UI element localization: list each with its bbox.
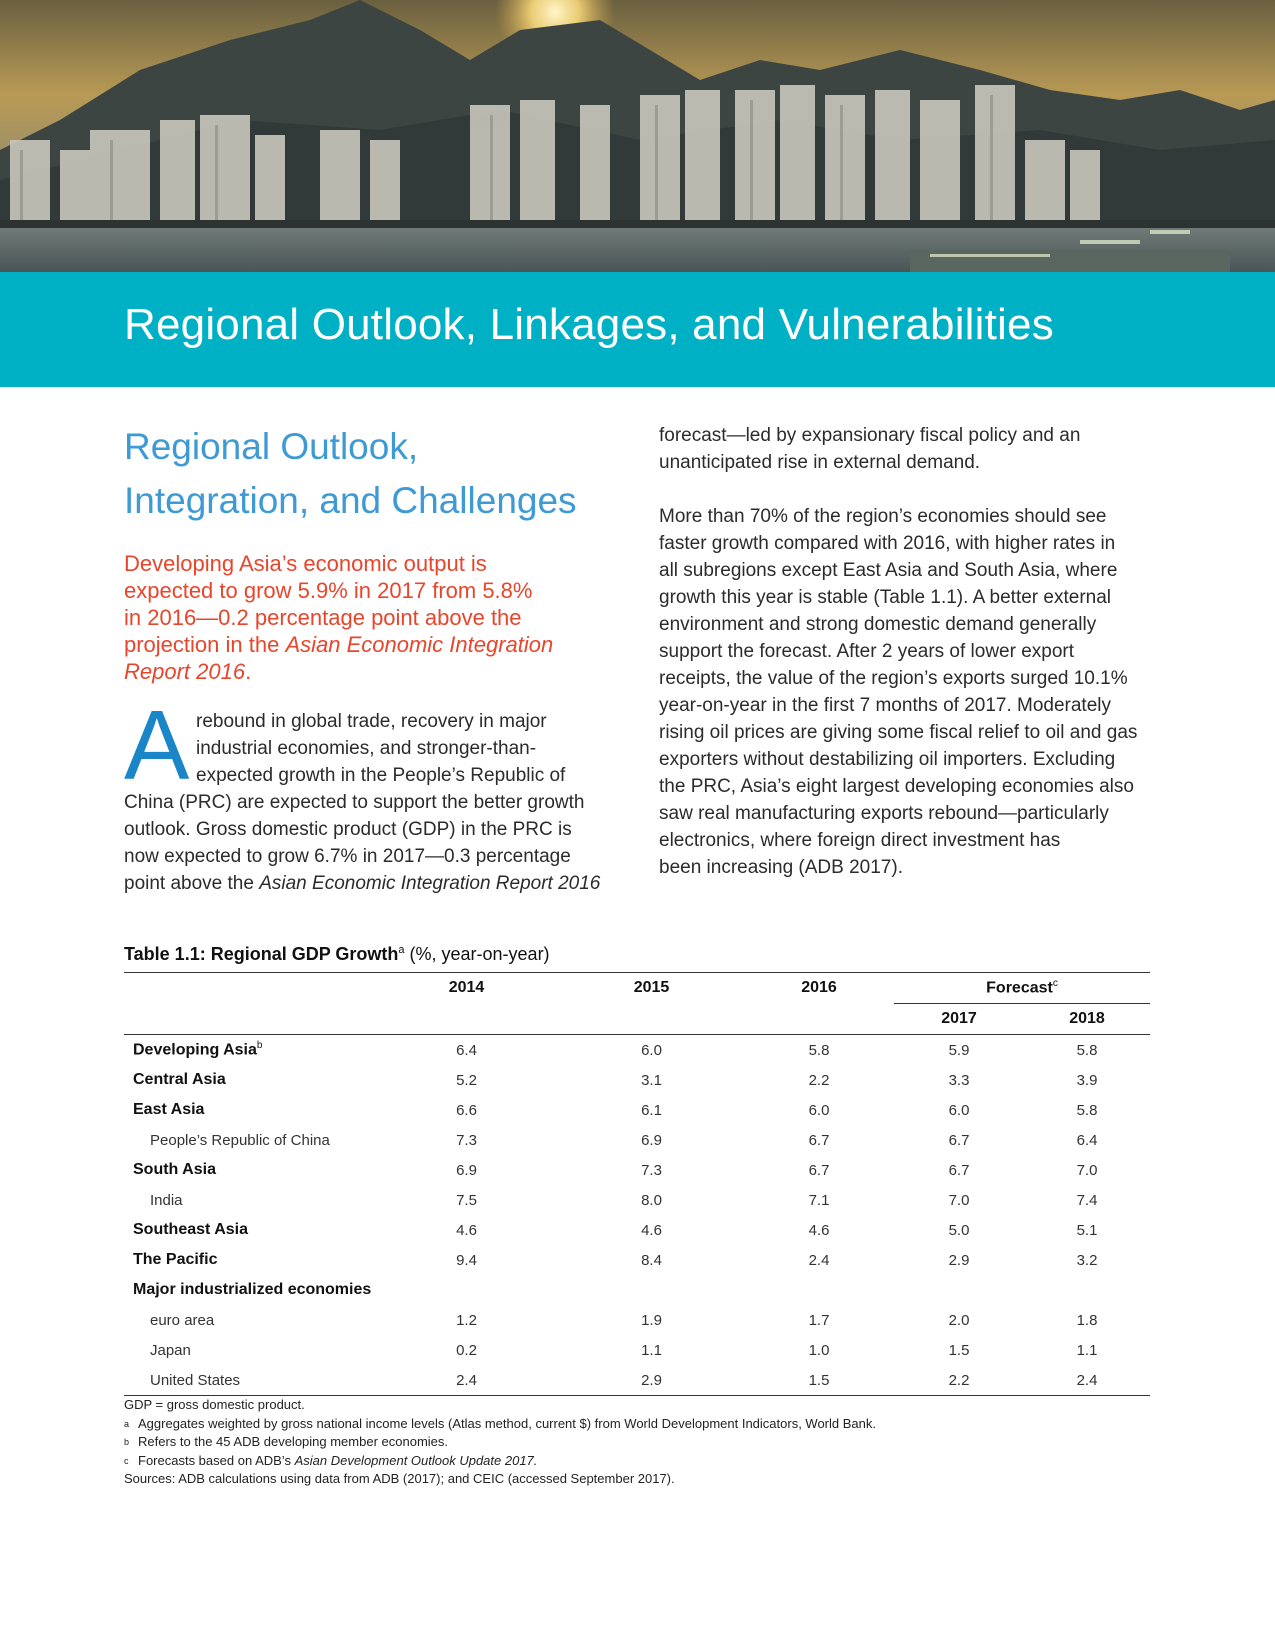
cell-2015: 8.0 xyxy=(641,1191,662,1209)
title-banner xyxy=(0,272,1275,387)
body-line: unanticipated rise in external demand. xyxy=(659,452,981,473)
table-row xyxy=(124,1215,1150,1245)
row-label: India xyxy=(150,1191,183,1209)
column-header-2018: 2018 xyxy=(1024,1004,1150,1035)
body-line: rebound in global trade, recovery in major xyxy=(196,711,547,732)
table-title: Table 1.1: Regional GDP Growth xyxy=(124,944,399,964)
footnote-marker: a xyxy=(398,944,405,956)
cell-2016: 6.7 xyxy=(808,1161,830,1179)
column-header-forecast xyxy=(894,973,1150,1004)
cell-2015: 6.0 xyxy=(641,1041,662,1059)
footnote-marker: b xyxy=(256,1040,263,1052)
cell-2017: 1.5 xyxy=(948,1341,970,1359)
row-label: Major industrialized economies xyxy=(133,1281,372,1298)
row-label-text: Developing Asia xyxy=(133,1041,257,1059)
cell-2018: 3.2 xyxy=(1076,1251,1098,1269)
footnote-marker: b xyxy=(124,1437,130,1447)
row-label: Southeast Asia xyxy=(133,1221,248,1238)
cell-2018: 1.1 xyxy=(1076,1341,1098,1359)
body-line: forecast—led by expansionary fiscal policy and an xyxy=(659,425,1081,446)
cell-2014 xyxy=(374,1275,559,1305)
cell-2017: 2.0 xyxy=(948,1311,970,1329)
cell-2015: 8.4 xyxy=(641,1251,662,1269)
body-text: point above the xyxy=(124,873,260,894)
body-line: industrial economies, and stronger-than- xyxy=(196,738,537,759)
lead-text: . xyxy=(245,659,252,684)
body-line: all subregions except East Asia and South Asia, where xyxy=(659,560,1118,581)
cell-2016: 5.8 xyxy=(808,1041,830,1059)
row-label: People’s Republic of China xyxy=(150,1131,330,1149)
lead-paragraph xyxy=(124,550,604,685)
column-header-blank xyxy=(559,1004,744,1035)
row-label: Japan xyxy=(150,1341,191,1359)
cell-2018: 5.1 xyxy=(1076,1221,1098,1239)
table-row xyxy=(124,1095,1150,1125)
table-row xyxy=(124,1305,1150,1335)
cell-2018: 7.0 xyxy=(1076,1161,1098,1179)
lead-line xyxy=(124,631,604,658)
table-notes xyxy=(124,1396,1154,1489)
table-row xyxy=(124,1035,1150,1066)
table-row xyxy=(124,1245,1150,1275)
cell-2018: 5.8 xyxy=(1076,1101,1098,1119)
column-header-2014: 2014 xyxy=(374,973,559,1004)
cell-2017: 6.7 xyxy=(948,1131,970,1149)
column-header-2016: 2016 xyxy=(744,973,894,1004)
cell-2015: 7.3 xyxy=(641,1161,662,1179)
cell-2015: 1.1 xyxy=(641,1341,662,1359)
cell-2018: 3.9 xyxy=(1076,1071,1098,1089)
body-line: expected growth in the People’s Republic of xyxy=(196,765,566,786)
row-label: South Asia xyxy=(133,1161,216,1178)
body-line: outlook. Gross domestic product (GDP) in the PRC is xyxy=(124,819,572,840)
cell-2018: 1.8 xyxy=(1076,1311,1098,1329)
cell-2014: 7.5 xyxy=(456,1191,477,1209)
cell-2017: 6.0 xyxy=(948,1101,970,1119)
lead-report-title: Report 2016 xyxy=(124,659,246,684)
cell-2015: 4.6 xyxy=(641,1221,662,1239)
cell-2017: 5.0 xyxy=(948,1221,970,1239)
cell-2014: 4.6 xyxy=(456,1221,477,1239)
cell-2016: 2.4 xyxy=(808,1251,830,1269)
body-column-right xyxy=(659,422,1159,881)
table-row xyxy=(124,1125,1150,1155)
cell-2016: 6.0 xyxy=(808,1101,830,1119)
cell-2017: 2.2 xyxy=(894,1365,1024,1396)
note-a xyxy=(124,1415,1154,1434)
note-text: Refers to the 45 ADB developing member economies. xyxy=(138,1434,449,1449)
note-c xyxy=(124,1452,1154,1471)
table-row xyxy=(124,1155,1150,1185)
body-line: now expected to grow 6.7% in 2017—0.3 percentage xyxy=(124,846,571,867)
chapter-title: Regional Outlook, Linkages, and Vulnerabilities xyxy=(124,300,1054,349)
cell-2015 xyxy=(559,1275,744,1305)
footnote-marker: c xyxy=(1052,978,1058,990)
cell-2018: 6.4 xyxy=(1076,1131,1098,1149)
note-sources: Sources: ADB calculations using data from ADB (2017); and CEIC (accessed September 2017). xyxy=(124,1471,675,1486)
gdp-growth-table xyxy=(124,972,1150,1396)
cell-2016: 1.5 xyxy=(744,1365,894,1396)
section-heading xyxy=(124,420,624,528)
cell-2016: 2.2 xyxy=(808,1071,830,1089)
column-header-blank xyxy=(744,1004,894,1035)
body-line: receipts, the value of the region’s exports surged 10.1% xyxy=(659,668,1128,689)
body-line: faster growth compared with 2016, with higher rates in xyxy=(659,533,1116,554)
cell-2017: 3.3 xyxy=(948,1071,970,1089)
cell-2014: 6.4 xyxy=(456,1041,477,1059)
cell-2018: 7.4 xyxy=(1076,1191,1098,1209)
body-line: support the forecast. After 2 years of lower export xyxy=(659,641,1075,662)
body-line: environment and strong domestic demand generally xyxy=(659,614,1097,635)
cell-2015: 6.9 xyxy=(641,1131,662,1149)
body-line xyxy=(124,870,614,897)
cell-2014: 6.9 xyxy=(456,1161,477,1179)
lead-text: projection in the xyxy=(124,632,286,657)
cell-2016 xyxy=(744,1275,894,1305)
column-header-2015: 2015 xyxy=(559,973,744,1004)
note-report-title: Asian Development Outlook Update 2017. xyxy=(294,1452,538,1468)
cityscape-illustration xyxy=(0,0,1275,272)
lead-line xyxy=(124,658,604,685)
drop-cap: A xyxy=(124,690,190,800)
cell-2016: 1.0 xyxy=(808,1341,830,1359)
lead-line: Developing Asia’s economic output is xyxy=(124,551,487,576)
body-line: saw real manufacturing exports rebound—particularly xyxy=(659,803,1109,824)
row-label: The Pacific xyxy=(133,1251,218,1268)
cell-2014: 2.4 xyxy=(374,1365,559,1396)
row-label: United States xyxy=(124,1365,374,1396)
row-label: East Asia xyxy=(133,1101,205,1118)
column-header-2017: 2017 xyxy=(894,1004,1024,1035)
table-row xyxy=(124,1065,1150,1095)
footnote-marker: a xyxy=(124,1418,130,1429)
cell-2016: 1.7 xyxy=(808,1311,830,1329)
section-heading-line-1: Regional Outlook, xyxy=(124,426,419,467)
note-abbreviation: GDP = gross domestic product. xyxy=(124,1397,305,1412)
table-row xyxy=(124,1185,1150,1215)
body-line: the PRC, Asia’s eight largest developing economies also xyxy=(659,776,1134,797)
cell-2017: 2.9 xyxy=(948,1251,970,1269)
cell-2016: 4.6 xyxy=(808,1221,830,1239)
column-header-blank xyxy=(124,1004,374,1035)
cell-2018 xyxy=(1024,1275,1150,1305)
cell-2016: 6.7 xyxy=(808,1131,830,1149)
body-paragraph-left xyxy=(124,708,614,897)
section-heading-line-2: Integration, and Challenges xyxy=(124,480,577,521)
body-line: year-on-year in the first 7 months of 2017. Moderately xyxy=(659,695,1112,716)
cell-2014: 0.2 xyxy=(456,1341,477,1359)
cell-2014: 7.3 xyxy=(456,1131,477,1149)
body-line: growth this year is stable (Table 1.1). A better external xyxy=(659,587,1112,608)
cell-2017: 7.0 xyxy=(948,1191,970,1209)
column-header-blank xyxy=(124,973,374,1004)
report-title: Asian Economic Integration Report 2016 xyxy=(259,873,601,894)
body-line: electronics, where foreign direct investment has xyxy=(659,830,1061,851)
row-label: euro area xyxy=(150,1311,215,1329)
cell-2014: 6.6 xyxy=(456,1101,477,1119)
cell-2018: 5.8 xyxy=(1076,1041,1098,1059)
note-text: Forecasts based on ADB’s xyxy=(138,1452,295,1468)
cell-2018: 2.4 xyxy=(1024,1365,1150,1396)
column-header-blank xyxy=(374,1004,559,1035)
cell-2014: 5.2 xyxy=(456,1071,477,1089)
body-line: rising oil prices are giving some fiscal relief to oil and gas xyxy=(659,722,1138,743)
body-line: China (PRC) are expected to support the better growth xyxy=(124,792,585,813)
table-row xyxy=(124,1275,1150,1305)
cell-2017: 5.9 xyxy=(948,1041,970,1059)
hero-image xyxy=(0,0,1275,272)
note-text: Aggregates weighted by gross national income levels (Atlas method, current $) from World Development Indicators, World Bank. xyxy=(138,1415,876,1431)
table-row xyxy=(124,1335,1150,1365)
note-b xyxy=(124,1433,1154,1452)
cell-2016: 7.1 xyxy=(808,1191,830,1209)
paragraph-gap xyxy=(659,476,1159,503)
forecast-label: Forecast xyxy=(986,979,1053,997)
row-label: Central Asia xyxy=(133,1071,226,1088)
table-unit: (%, year-on-year) xyxy=(404,944,550,964)
lead-report-title: Asian Economic Integration xyxy=(285,632,554,657)
body-line: More than 70% of the region’s economies should see xyxy=(659,506,1107,527)
body-line: been increasing (ADB 2017). xyxy=(659,857,903,878)
cell-2014: 1.2 xyxy=(456,1311,477,1329)
cell-2017 xyxy=(894,1275,1024,1305)
footnote-marker: c xyxy=(124,1455,129,1466)
cell-2014: 9.4 xyxy=(456,1251,477,1269)
cell-2015: 3.1 xyxy=(641,1071,662,1089)
lead-line: in 2016—0.2 percentage point above the xyxy=(124,605,522,630)
cell-2015: 2.9 xyxy=(559,1365,744,1396)
lead-line: expected to grow 5.9% in 2017 from 5.8% xyxy=(124,578,533,603)
row-label xyxy=(124,1035,374,1066)
body-line: exporters without destabilizing oil importers. Excluding xyxy=(659,749,1116,770)
table-caption xyxy=(124,944,550,965)
cell-2017: 6.7 xyxy=(948,1161,970,1179)
cell-2015: 1.9 xyxy=(641,1311,662,1329)
table-row xyxy=(124,1365,1150,1396)
cell-2015: 6.1 xyxy=(641,1101,662,1119)
